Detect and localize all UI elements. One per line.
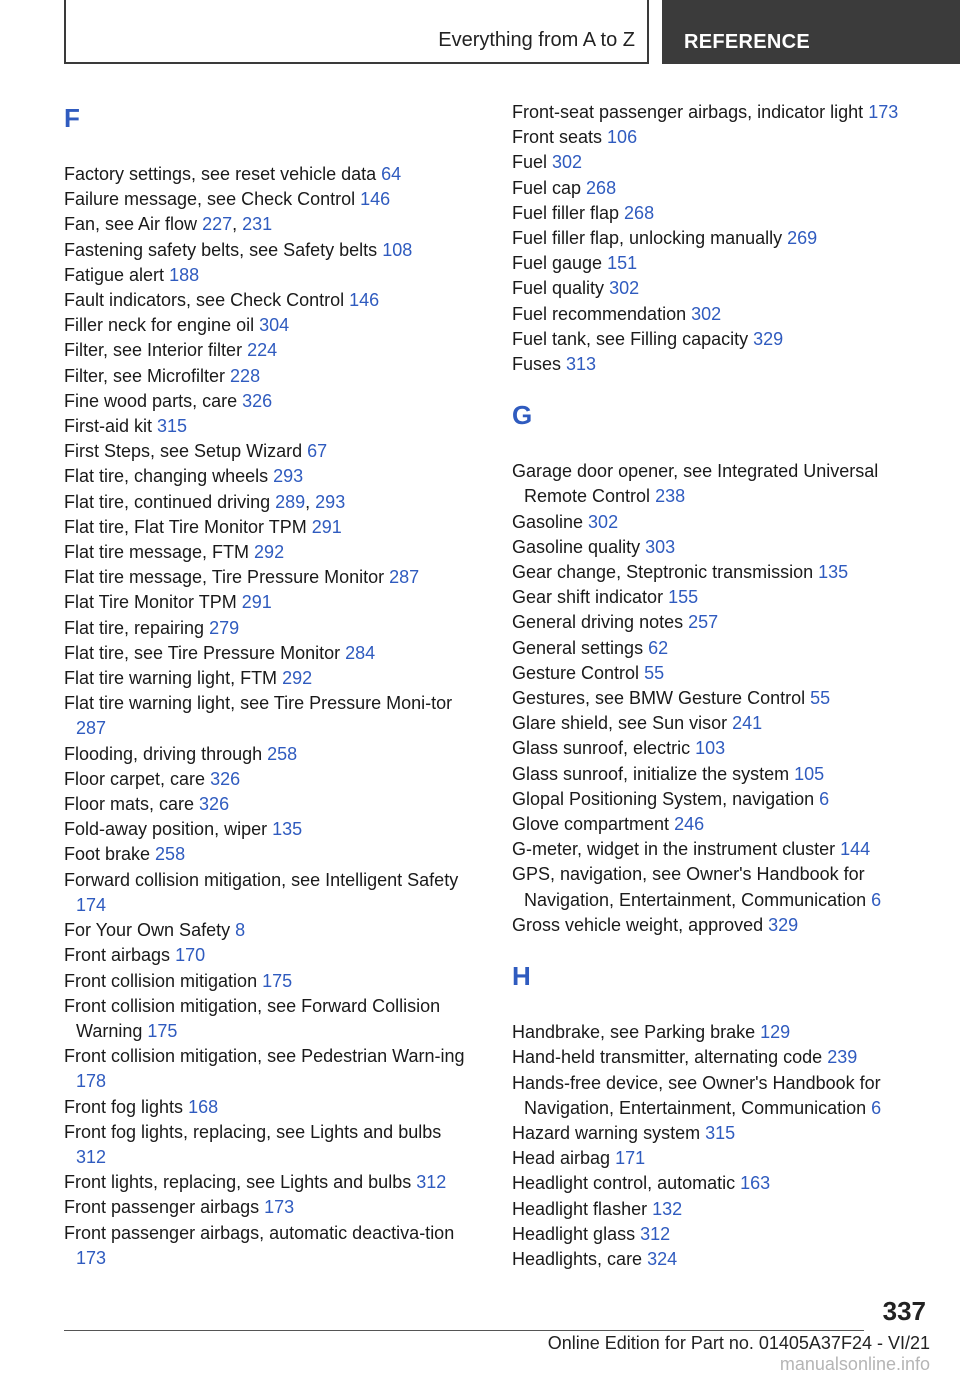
index-entry: [64, 288, 474, 313]
entry-term: Forward collision mitigation, see Intelligent Safety: [64, 869, 459, 890]
edition-text: Online Edition for Part no. 01405A37F24 - VI/21: [547, 1333, 930, 1353]
page-link[interactable]: 312: [640, 1223, 671, 1244]
page-link[interactable]: 326: [242, 390, 273, 411]
entry-term: Front fog lights, replacing, see Lights and bulbs: [64, 1121, 442, 1142]
page-link[interactable]: 135: [272, 819, 303, 840]
page-link[interactable]: 173: [264, 1197, 295, 1218]
index-entry: [64, 842, 474, 867]
index-entry: [512, 150, 932, 175]
page-link[interactable]: 258: [155, 844, 186, 865]
entry-term: Flat Tire Monitor TPM: [64, 592, 242, 613]
index-column-right: [512, 100, 932, 1272]
index-entry: [64, 1221, 474, 1271]
entry-term: Headlight flasher: [512, 1198, 653, 1219]
page-link[interactable]: 55: [810, 688, 831, 709]
page-link[interactable]: 312: [416, 1172, 447, 1193]
index-entry: [512, 636, 932, 661]
index-entry: [64, 490, 474, 515]
index-entry: [64, 540, 474, 565]
page-link[interactable]: 289: [275, 491, 306, 512]
index-entry: [64, 943, 474, 968]
entry-term: Fuses: [512, 354, 567, 375]
index-entry: [64, 691, 474, 741]
index-entry: [64, 263, 474, 288]
entry-term: Flooding, driving through: [64, 743, 268, 764]
page-separator: ,: [232, 214, 243, 235]
entry-term: Floor mats, care: [64, 794, 200, 815]
section-letter: F: [64, 103, 80, 133]
entry-term: Head airbag: [512, 1148, 616, 1169]
index-entry: [512, 711, 932, 736]
index-entry: [64, 792, 474, 817]
entry-term: Hands-free device, see Owner's Handbook for Navigation, Entertainment, Communication: [512, 1072, 881, 1118]
entry-term: Front fog lights: [64, 1096, 189, 1117]
page-link[interactable]: 238: [655, 486, 686, 507]
entry-term: Flat tire, Flat Tire Monitor TPM: [64, 516, 312, 537]
entry-term: GPS, navigation, see Owner's Handbook for Navigation, Entertainment, Communication: [512, 864, 872, 910]
entry-term: Fatigue alert: [64, 264, 170, 285]
page-link[interactable]: 313: [566, 354, 597, 375]
index-entry: [64, 1195, 474, 1220]
index-entry: [64, 868, 474, 918]
index-entry: [64, 994, 474, 1044]
page-link[interactable]: 144: [840, 839, 871, 860]
index-entry: [64, 162, 474, 187]
entry-term: Headlights, care: [512, 1248, 648, 1269]
entry-term: Flat tire, changing wheels: [64, 466, 274, 487]
index-entry: [64, 238, 474, 263]
entry-term: First-aid kit: [64, 416, 158, 437]
index-entry: [64, 616, 474, 641]
index-entry: [512, 913, 932, 938]
entry-term: Gross vehicle weight, approved: [512, 914, 769, 935]
index-entry: [512, 100, 932, 125]
page-link[interactable]: 168: [188, 1096, 219, 1117]
page-link[interactable]: 129: [760, 1022, 791, 1043]
page-link[interactable]: 292: [254, 542, 285, 563]
index-entry: [64, 313, 474, 338]
page-number: 337: [882, 1296, 926, 1326]
page-link[interactable]: 146: [349, 290, 380, 311]
index-entry: [512, 1247, 932, 1272]
page-link[interactable]: 171: [615, 1148, 646, 1169]
footer-divider: [64, 1330, 864, 1331]
entry-term: Fuel cap: [512, 177, 587, 198]
entry-term: Glove compartment: [512, 814, 675, 835]
entry-term: Hand-held transmitter, alternating code: [512, 1047, 828, 1068]
entry-term: Fan, see Air flow: [64, 214, 203, 235]
entry-term: General driving notes: [512, 612, 689, 633]
page-link[interactable]: 6: [871, 1097, 882, 1118]
entry-term: Flat tire, repairing: [64, 617, 210, 638]
entry-term: Fine wood parts, care: [64, 390, 243, 411]
entry-term: Handbrake, see Parking brake: [512, 1022, 761, 1043]
index-entry: [64, 817, 474, 842]
entry-term: Fuel filler flap: [512, 202, 625, 223]
page-link[interactable]: 108: [382, 239, 413, 260]
index-entry: [512, 276, 932, 301]
page-link[interactable]: 163: [740, 1173, 771, 1194]
index-entry: [512, 585, 932, 610]
page-link[interactable]: 188: [169, 264, 200, 285]
page-link[interactable]: 258: [267, 743, 298, 764]
page-link[interactable]: 284: [345, 642, 376, 663]
page-link[interactable]: 326: [210, 768, 241, 789]
page-link[interactable]: 132: [652, 1198, 683, 1219]
entry-term: Glopal Positioning System, navigation: [512, 788, 820, 809]
page-link[interactable]: 246: [674, 814, 705, 835]
page-link[interactable]: 103: [695, 738, 726, 759]
index-entry: [64, 338, 474, 363]
page-link[interactable]: 228: [230, 365, 261, 386]
page-link[interactable]: 8: [235, 920, 246, 941]
index-entry: [512, 1045, 932, 1070]
index-entry: [64, 666, 474, 691]
page-link[interactable]: 269: [787, 228, 818, 249]
page-link[interactable]: 303: [645, 536, 676, 557]
index-entry: [64, 1120, 474, 1170]
page-link[interactable]: 293: [273, 466, 304, 487]
entry-term: General settings: [512, 637, 649, 658]
index-entry: [64, 414, 474, 439]
page-link[interactable]: 227: [202, 214, 233, 235]
reference-tab: [662, 0, 960, 64]
entry-term: Garage door opener, see Integrated Universal Remote Control: [512, 461, 879, 507]
page-link[interactable]: 106: [607, 127, 638, 148]
index-entry: [64, 565, 474, 590]
entry-term: Flat tire, continued driving: [64, 491, 276, 512]
entry-term: Floor carpet, care: [64, 768, 211, 789]
entry-term: First Steps, see Setup Wizard: [64, 441, 308, 462]
page-link[interactable]: 279: [209, 617, 240, 638]
page-link[interactable]: 155: [668, 587, 699, 608]
page-link[interactable]: 302: [588, 511, 619, 532]
running-header-section: [64, 0, 649, 64]
page-link[interactable]: 315: [157, 416, 188, 437]
page-link[interactable]: 105: [794, 763, 825, 784]
index-entry: [64, 918, 474, 943]
index-entry: [512, 1071, 932, 1121]
entry-term: Gestures, see BMW Gesture Control: [512, 688, 811, 709]
page-link[interactable]: 62: [648, 637, 669, 658]
entry-term: Front collision mitigation: [64, 970, 263, 991]
page-link[interactable]: 302: [691, 303, 722, 324]
index-entry: [64, 969, 474, 994]
entry-term: Gasoline quality: [512, 536, 646, 557]
index-entry: [512, 510, 932, 535]
page-link[interactable]: 302: [552, 152, 583, 173]
reference-tab-label: REFERENCE: [684, 31, 811, 53]
entry-term: G-meter, widget in the instrument cluster: [512, 839, 841, 860]
index-entry: [512, 736, 932, 761]
index-entry: [64, 212, 474, 237]
page-link[interactable]: 312: [76, 1146, 107, 1167]
entry-term: Front collision mitigation, see Pedestrian Warn‐ing: [64, 1046, 465, 1067]
entry-term: Front passenger airbags, automatic deactiva‐tion: [64, 1222, 455, 1243]
page-separator: ,: [305, 491, 316, 512]
entry-term: Filler neck for engine oil: [64, 315, 260, 336]
entry-term: Fold-away position, wiper: [64, 819, 273, 840]
page-link[interactable]: 287: [76, 718, 107, 739]
entry-term: Factory settings, see reset vehicle data: [64, 164, 382, 184]
page-link[interactable]: 326: [199, 794, 230, 815]
page-link[interactable]: 231: [242, 214, 273, 235]
index-entry: [512, 201, 932, 226]
index-entry: [64, 742, 474, 767]
entry-term: Fuel gauge: [512, 253, 608, 274]
index-entry: [512, 125, 932, 150]
page-link[interactable]: 151: [607, 253, 638, 274]
page-link[interactable]: 178: [76, 1071, 107, 1092]
entry-term: Gear change, Steptronic transmission: [512, 562, 819, 583]
page-link[interactable]: 55: [644, 662, 665, 683]
index-entry: [512, 302, 932, 327]
page-link[interactable]: 6: [819, 788, 830, 809]
page-link[interactable]: 291: [241, 592, 272, 613]
entry-term: Filter, see Microfilter: [64, 365, 231, 386]
index-entry: [512, 459, 932, 509]
entry-term: Fuel: [512, 152, 553, 173]
entry-term: For Your Own Safety: [64, 920, 236, 941]
entry-term: Gear shift indicator: [512, 587, 669, 608]
entry-term: Filter, see Interior filter: [64, 340, 248, 361]
footer-edition: [470, 1333, 930, 1375]
index-entry: [512, 327, 932, 352]
entry-term: Front passenger airbags: [64, 1197, 265, 1218]
entry-term: Flat tire warning light, FTM: [64, 668, 283, 689]
index-entry: [64, 590, 474, 615]
page-link[interactable]: 257: [688, 612, 719, 633]
index-entry: [512, 1171, 932, 1196]
index-entry: [512, 251, 932, 276]
index-entry: [512, 837, 932, 862]
page-link[interactable]: 173: [76, 1247, 107, 1268]
index-entry: [64, 187, 474, 212]
page-link[interactable]: 224: [247, 340, 278, 361]
page-link[interactable]: 287: [389, 567, 420, 588]
index-entry: [512, 1020, 932, 1045]
index-entry: [512, 535, 932, 560]
index-entry: [512, 352, 932, 377]
index-entry: [512, 1121, 932, 1146]
index-entry: [64, 1095, 474, 1120]
page-link[interactable]: 173: [868, 102, 899, 122]
index-entry: [512, 862, 932, 912]
entry-term: Flat tire, see Tire Pressure Monitor: [64, 642, 346, 663]
page-link[interactable]: 329: [768, 914, 799, 935]
entry-term: Front collision mitigation, see Forward Collision Warning: [64, 995, 441, 1041]
entry-term: Fuel tank, see Filling capacity: [512, 328, 754, 349]
index-entry: [64, 1044, 474, 1094]
index-entry: [512, 661, 932, 686]
entry-term: Fuel quality: [512, 278, 610, 299]
section-title: Everything from A to Z: [438, 29, 635, 51]
index-entry: [512, 226, 932, 251]
watermark-text: manualsonline.info: [779, 1354, 930, 1374]
page-link[interactable]: 315: [705, 1122, 736, 1143]
page-link[interactable]: 292: [282, 668, 313, 689]
entry-term: Front seats: [512, 127, 608, 148]
index-entry: [512, 176, 932, 201]
entry-term: Fault indicators, see Check Control: [64, 290, 350, 311]
index-entry: [512, 787, 932, 812]
entry-term: Front-seat passenger airbags, indicator light: [512, 102, 869, 122]
index-entry: [512, 812, 932, 837]
page-link[interactable]: 64: [381, 164, 402, 184]
index-entry: [512, 1146, 932, 1171]
index-entry: [512, 610, 932, 635]
entry-term: Failure message, see Check Control: [64, 189, 361, 210]
page-link[interactable]: 329: [753, 328, 784, 349]
entry-term: Foot brake: [64, 844, 156, 865]
entry-term: Headlight glass: [512, 1223, 641, 1244]
page-link[interactable]: 135: [818, 562, 849, 583]
page-link[interactable]: 241: [732, 713, 763, 734]
index-entry: [64, 464, 474, 489]
section-letter: G: [512, 400, 533, 431]
index-entry: [512, 1197, 932, 1222]
index-entry: [64, 439, 474, 464]
index-entry: [64, 364, 474, 389]
entry-term: Flat tire warning light, see Tire Pressure Moni‐tor: [64, 693, 453, 714]
page-link[interactable]: 175: [262, 970, 293, 991]
index-entry: [64, 389, 474, 414]
entry-term: Fuel filler flap, unlocking manually: [512, 228, 788, 249]
entry-term: Gasoline: [512, 511, 589, 532]
page-link[interactable]: 291: [311, 516, 342, 537]
entry-term: Fuel recommendation: [512, 303, 692, 324]
index-entry: [64, 767, 474, 792]
page-link[interactable]: 268: [586, 177, 617, 198]
page-link[interactable]: 293: [315, 491, 346, 512]
entry-term: Flat tire message, FTM: [64, 542, 255, 563]
entry-term: Front lights, replacing, see Lights and bulbs: [64, 1172, 417, 1193]
entry-term: Glass sunroof, initialize the system: [512, 763, 795, 784]
page-link[interactable]: 302: [609, 278, 640, 299]
page-link[interactable]: 6: [871, 889, 882, 910]
entry-term: Front airbags: [64, 945, 176, 966]
index-entry: [512, 560, 932, 585]
section-letter: H: [512, 961, 531, 992]
index-entry: [512, 1222, 932, 1247]
page-link[interactable]: 170: [175, 945, 206, 966]
page-link[interactable]: 67: [307, 441, 328, 462]
page-link[interactable]: 304: [259, 315, 290, 336]
index-entry: [64, 515, 474, 540]
entry-term: Headlight control, automatic: [512, 1173, 741, 1194]
entry-term: Gesture Control: [512, 662, 645, 683]
page-link[interactable]: 324: [647, 1248, 678, 1269]
entry-term: Hazard warning system: [512, 1122, 706, 1143]
entry-term: Flat tire message, Tire Pressure Monitor: [64, 567, 390, 588]
index-column-left: [64, 100, 474, 1271]
page-link[interactable]: 239: [827, 1047, 858, 1068]
index-entry: [64, 1170, 474, 1195]
entry-term: Glass sunroof, electric: [512, 738, 696, 759]
entry-term: Glare shield, see Sun visor: [512, 713, 733, 734]
index-entry: [512, 686, 932, 711]
page-link[interactable]: 146: [360, 189, 391, 210]
page-link[interactable]: 175: [147, 1020, 178, 1041]
index-entry: [512, 762, 932, 787]
page-link[interactable]: 174: [76, 894, 107, 915]
page-link[interactable]: 268: [624, 202, 655, 223]
index-entry: [64, 641, 474, 666]
entry-term: Fastening safety belts, see Safety belts: [64, 239, 383, 260]
